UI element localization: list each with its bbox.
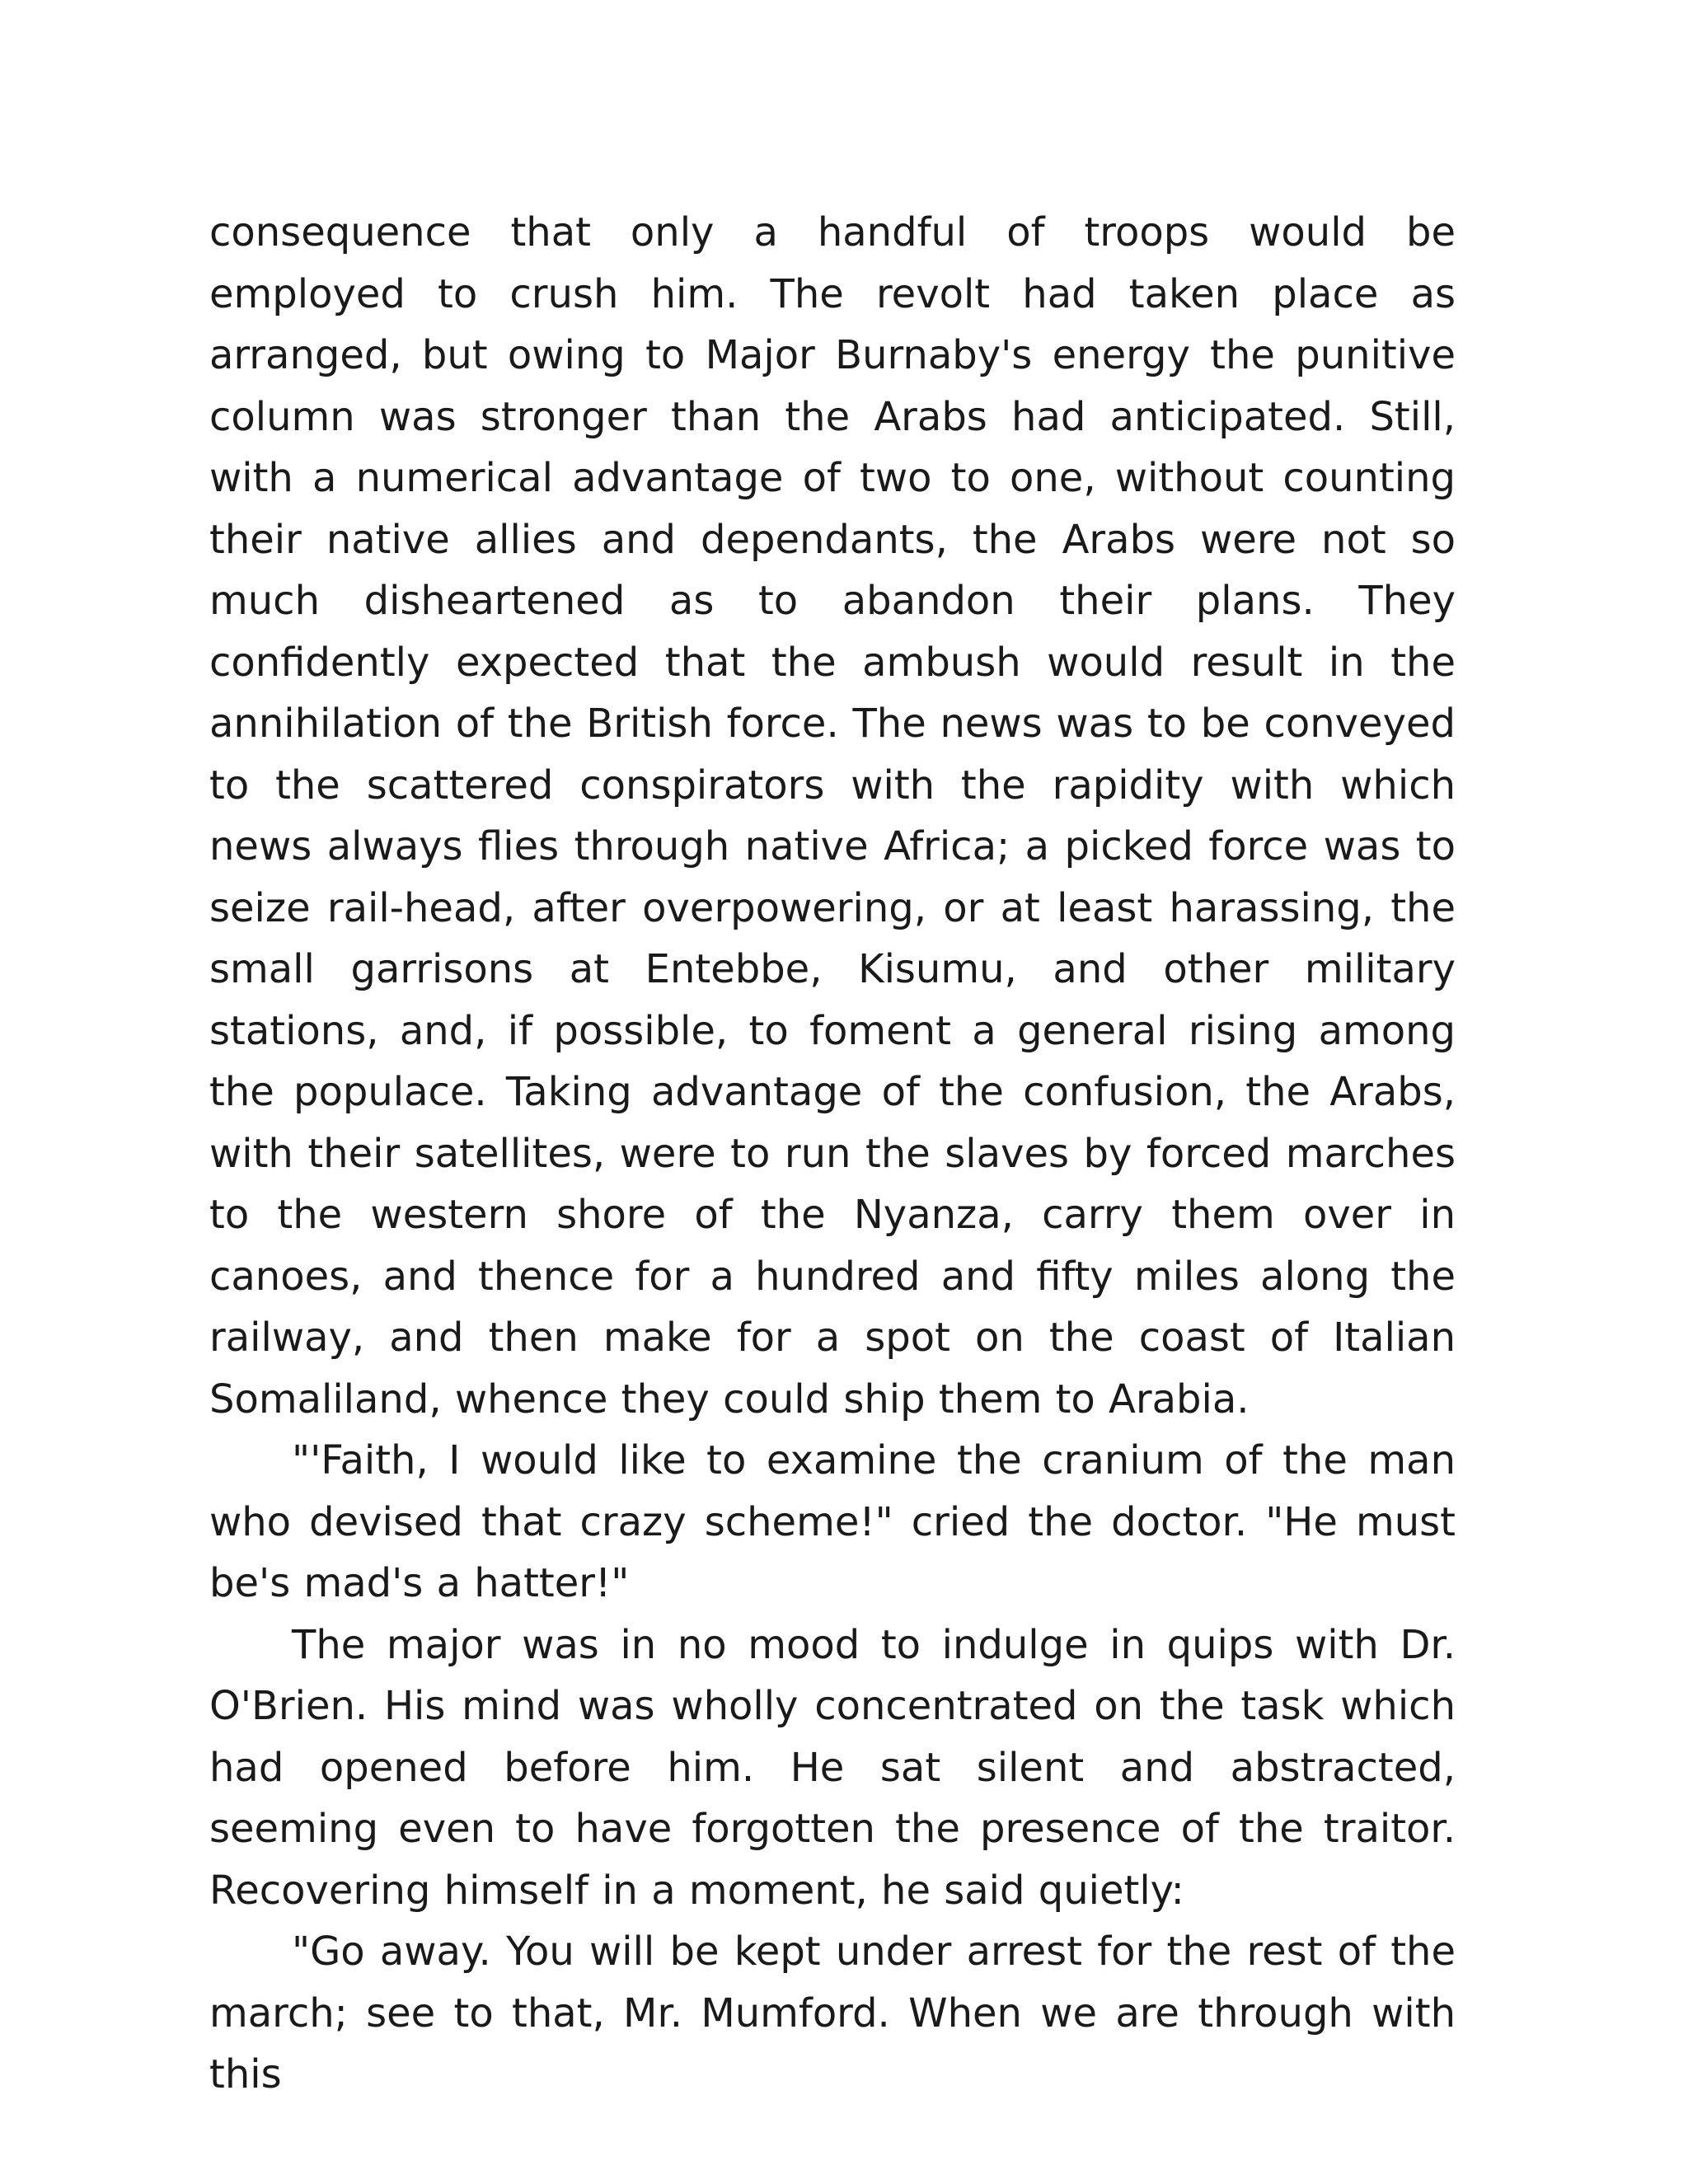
paragraph: "'Faith, I would like to examine the cranium of the man who devised that crazy scheme!" cried the doctor. "He must be's mad's a hatter!": [209, 1437, 1456, 1606]
page-body: [209, 202, 1456, 2106]
paragraph: "Go away. You will be kept under arrest for the rest of the march; see to that, Mr. Mumford. When we are through with this: [209, 1929, 1456, 2097]
paragraph: consequence that only a handful of troops would be employed to crush him. The revolt had taken place as arranged, but owing to Major Burnaby's energy the punitive column was stronger than the Arabs had anticipated. Still, with a numerical advantage of two to one, without counting their native allies and dependants, the Arabs were not so much disheartened as to abandon their plans. They confidently expected that the ambush would result in the annihilation of the British force. The news was to be conveyed to the scattered conspirators with the rapidity with which news always flies through native Africa; a picked force was to seize rail-head, after overpowering, or at least harassing, the small garrisons at Entebbe, Kisumu, and other military stations, and, if possible, to foment a general rising among the populace. Taking advantage of the confusion, the Arabs, with their satellites, were to run the slaves by forced marches to the western shore of the Nyanza, carry them over in canoes, and thence for a hundred and fifty miles along the railway, and then make for a spot on the coast of Italian Somaliland, whence they could ship them to Arabia.: [209, 209, 1456, 1422]
paragraph: The major was in no mood to indulge in quips with Dr. O'Brien. His mind was wholly concentrated on the task which had opened before him. He sat silent and abstracted, seeming even to have forgotten the presence of the traitor. Recovering himself in a moment, he said quietly:: [209, 1621, 1456, 1914]
